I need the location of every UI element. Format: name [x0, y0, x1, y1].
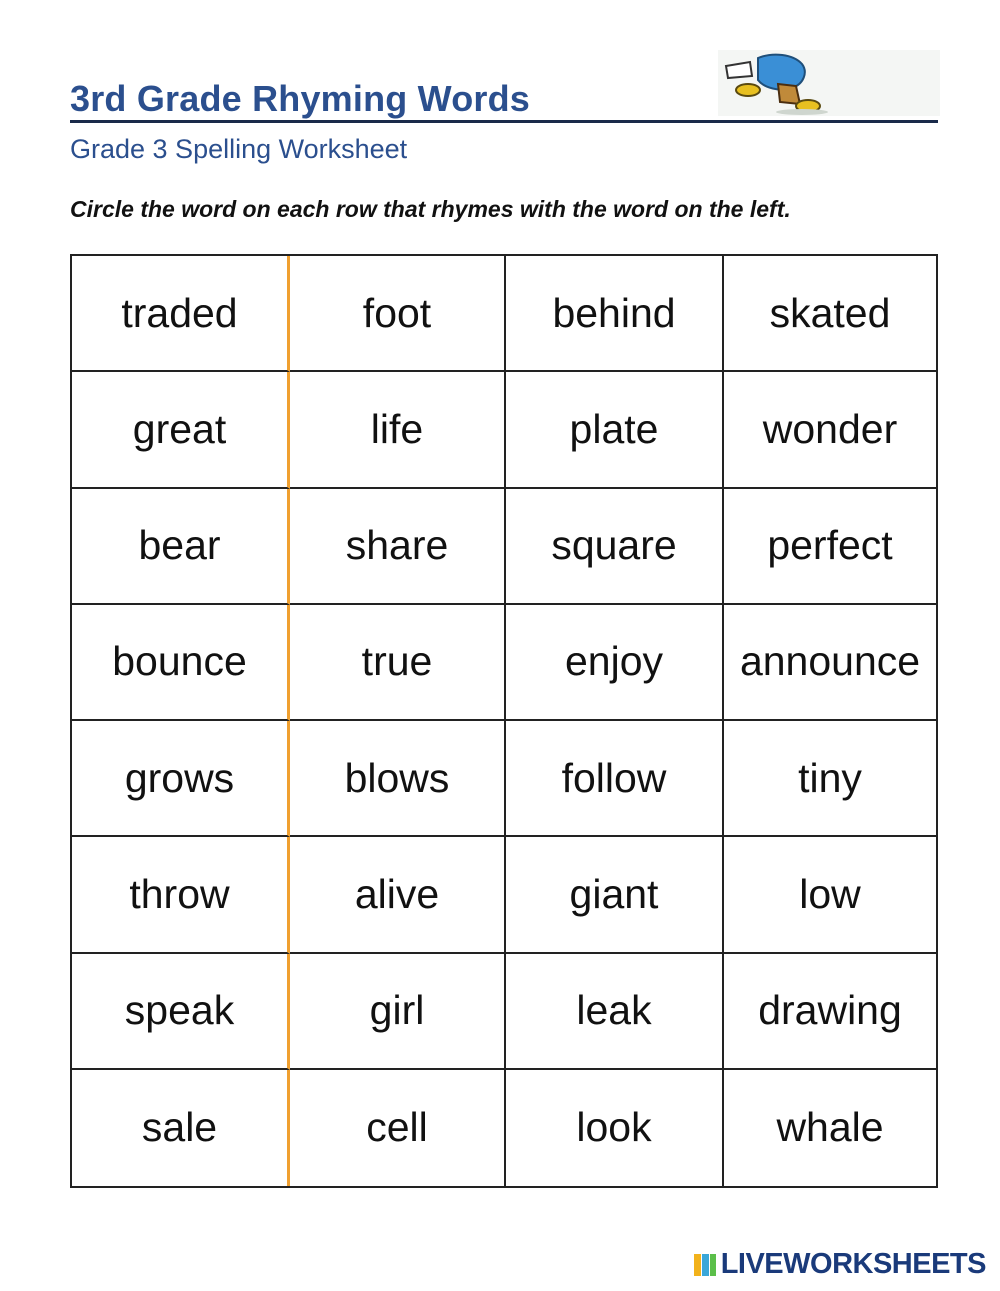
word-choice-cell[interactable]: true — [290, 605, 506, 721]
title-underline — [70, 120, 938, 123]
word-choice-cell[interactable]: share — [290, 489, 506, 605]
target-word-cell: great — [72, 372, 290, 488]
liveworksheets-logo-icon — [693, 1253, 717, 1277]
word-choice-cell[interactable]: leak — [506, 954, 724, 1070]
word-choice-cell[interactable]: look — [506, 1070, 724, 1186]
word-choice-cell[interactable]: life — [290, 372, 506, 488]
rhyme-word-grid — [70, 254, 938, 1188]
word-choice-cell[interactable]: announce — [724, 605, 936, 721]
word-choice-cell[interactable]: alive — [290, 837, 506, 953]
target-word-cell: bounce — [72, 605, 290, 721]
word-choice-cell[interactable]: giant — [506, 837, 724, 953]
word-choice-cell[interactable]: tiny — [724, 721, 936, 837]
instructions-text: Circle the word on each row that rhymes with the word on the left. — [70, 196, 791, 222]
word-choice-cell[interactable]: low — [724, 837, 936, 953]
word-choice-cell[interactable]: drawing — [724, 954, 936, 1070]
target-word-cell: throw — [72, 837, 290, 953]
word-choice-cell[interactable]: behind — [506, 256, 724, 372]
target-word-cell: traded — [72, 256, 290, 372]
word-choice-cell[interactable]: plate — [506, 372, 724, 488]
target-word-cell: grows — [72, 721, 290, 837]
worksheet-subtitle: Grade 3 Spelling Worksheet — [70, 134, 408, 164]
target-word-cell: sale — [72, 1070, 290, 1186]
word-choice-cell[interactable]: perfect — [724, 489, 936, 605]
word-choice-cell[interactable]: enjoy — [506, 605, 724, 721]
word-choice-cell[interactable]: blows — [290, 721, 506, 837]
word-choice-cell[interactable]: girl — [290, 954, 506, 1070]
word-choice-cell[interactable]: skated — [724, 256, 936, 372]
word-choice-cell[interactable]: foot — [290, 256, 506, 372]
target-word-cell: bear — [72, 489, 290, 605]
word-choice-cell[interactable]: square — [506, 489, 724, 605]
word-choice-cell[interactable]: whale — [776, 1104, 884, 1151]
target-word-cell: speak — [72, 954, 290, 1070]
footer-brand — [693, 1248, 986, 1281]
cartoon-character-icon — [718, 50, 940, 116]
worksheet-title: 3rd Grade Rhyming Words — [70, 78, 531, 119]
brand-name: LIVEWORKSHEETS — [720, 1248, 986, 1280]
word-choice-cell[interactable]: cell — [290, 1070, 506, 1186]
word-choice-cell[interactable]: follow — [506, 721, 724, 837]
word-choice-cell[interactable]: wonder — [724, 372, 936, 488]
